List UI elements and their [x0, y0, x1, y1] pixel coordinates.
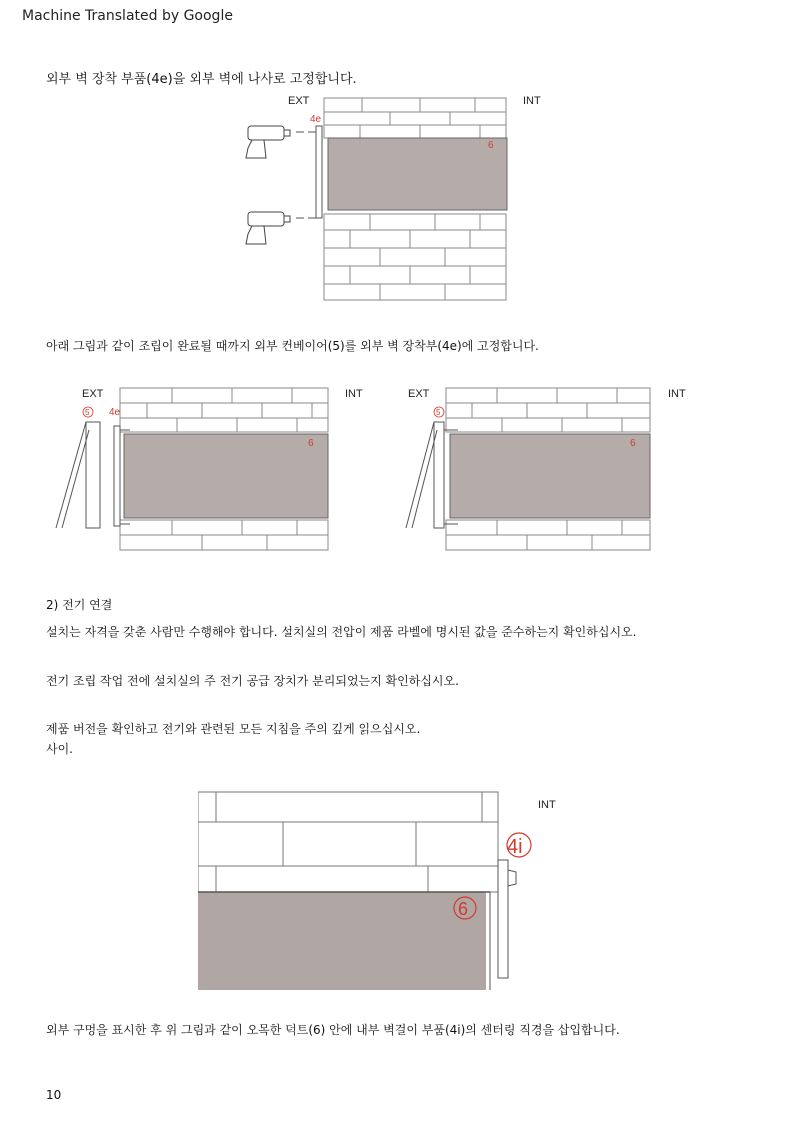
drill-icon — [246, 212, 290, 244]
paragraph-qualified-install: 설치는 자격을 갖춘 사람만 수행해야 합니다. 설치실의 전압이 제품 라벨에 명시된 값을 준수하는지 확인하십시오. — [46, 625, 637, 639]
fig1-part-6-label: 6 — [488, 140, 494, 151]
fig2-right-ext-label: EXT — [408, 388, 430, 400]
paragraph-insert-centering: 외부 구멍을 표시한 후 위 그림과 같이 오목한 덕트(6) 안에 내부 벽걸이 부품(4i)의 센터링 직경을 삽입합니다. — [46, 1023, 620, 1037]
fig1-mount-plate — [296, 126, 322, 218]
step1-text: 외부 벽 장착 부품(4e)을 외부 벽에 나사로 고정합니다. — [46, 72, 357, 87]
fig2-right-part-6-label: 6 — [630, 438, 636, 449]
fig2-left-panel — [56, 388, 328, 550]
fig2-right-int-label: INT — [668, 388, 686, 400]
fig1-part-4e-label: 4e — [310, 114, 322, 125]
fig2-right-panel — [406, 388, 650, 550]
figure-conveyor-attach — [52, 382, 712, 554]
drill-icon — [246, 126, 290, 158]
section-title: 2) 전기 연결 — [46, 598, 113, 612]
fig2-right-part-5-label: 5 — [436, 408, 441, 417]
fig2-left-int-label: INT — [345, 388, 363, 400]
paragraph-check-version: 제품 버전을 확인하고 전기와 관련된 모든 지침을 주의 깊게 읽으십시오. — [46, 722, 421, 736]
fig1-ext-label: EXT — [288, 95, 310, 107]
fig3-brick-wall — [198, 792, 498, 892]
fig3-part-6-label: 6 — [458, 899, 469, 919]
fig2-left-part-4e-label: 4e — [109, 407, 121, 418]
fig3-int-label: INT — [538, 799, 556, 811]
step2-text: 아래 그림과 같이 조립이 완료될 때까지 외부 컨베이어(5)를 외부 벽 장착부(4e)에 고정합니다. — [46, 339, 539, 353]
fig3-part-4i-label: 4i — [507, 836, 523, 858]
page-number: 10 — [46, 1088, 62, 1102]
paragraph-continuation: 사이. — [46, 742, 73, 756]
fig2-left-part-6-label: 6 — [308, 438, 314, 449]
fig2-left-part-5-label: 5 — [85, 408, 90, 417]
paragraph-disconnect-power: 전기 조립 작업 전에 설치실의 주 전기 공급 장치가 분리되었는지 확인하십시오. — [46, 674, 459, 688]
translation-header: Machine Translated by Google — [22, 8, 233, 24]
fig1-duct — [328, 138, 507, 210]
figure-wall-mount-screw — [230, 90, 560, 305]
fig2-left-ext-label: EXT — [82, 388, 104, 400]
fig3-mount-plate — [490, 860, 516, 990]
fig3-duct — [198, 892, 486, 990]
fig1-int-label: INT — [523, 95, 541, 107]
figure-internal-mount — [198, 780, 590, 990]
